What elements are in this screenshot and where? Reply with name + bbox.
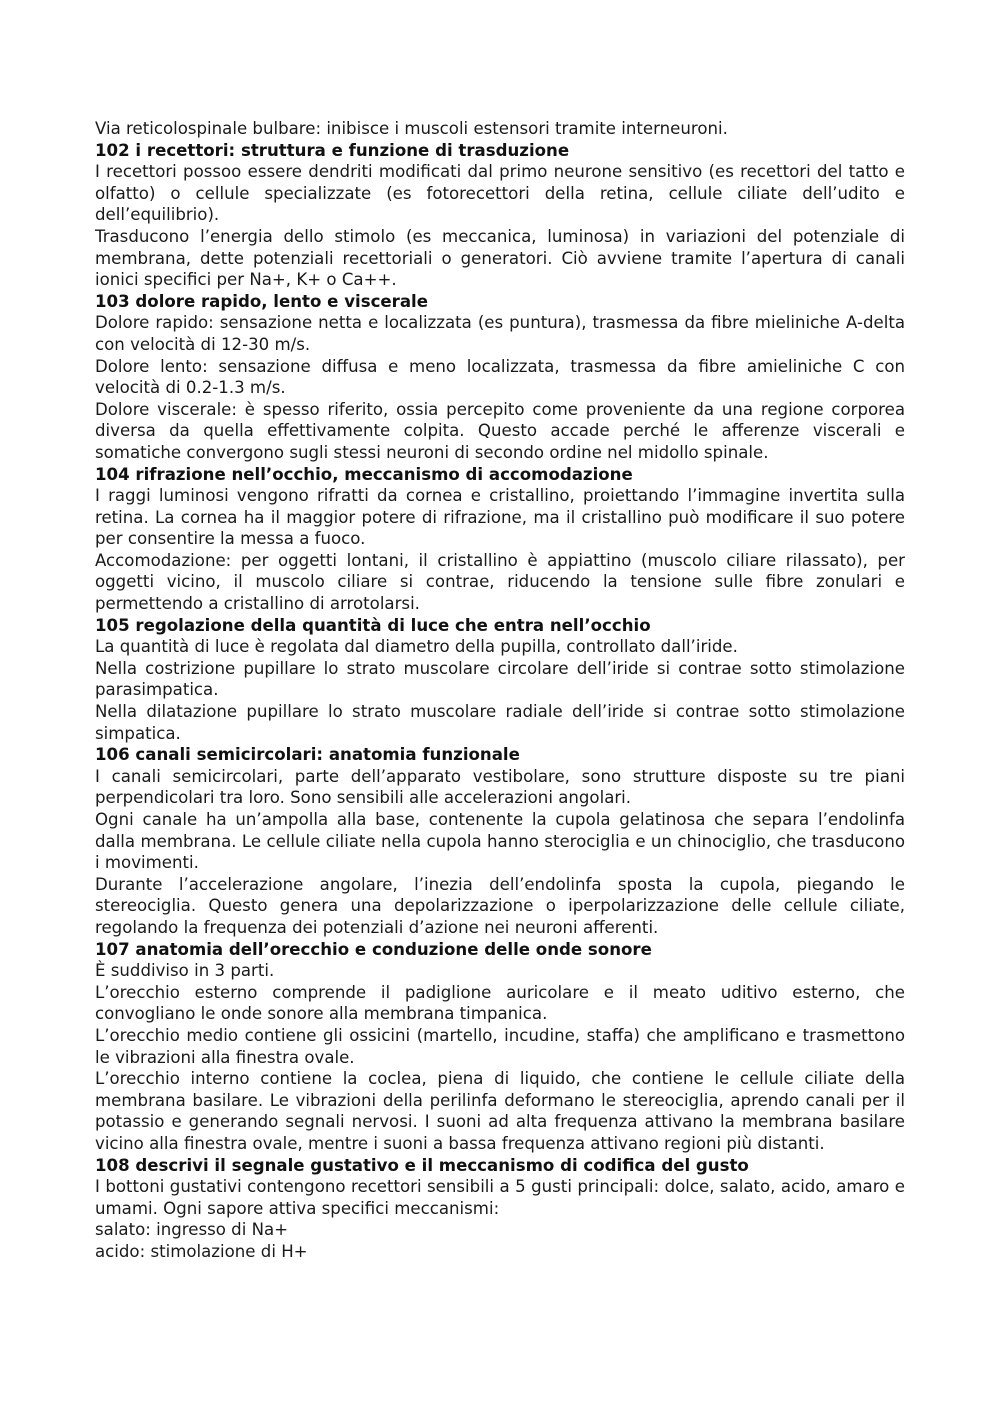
intro-paragraph: Via reticolospinale bulbare: inibisce i muscoli estensori tramite interneuroni. [95,119,728,138]
paragraph: L’orecchio medio contiene gli ossicini (martello, incudine, staffa) che amplificano e trasmettono le vibrazioni alla finestra ovale. [95,1025,905,1067]
section-heading-108: 108 descrivi il segnale gustativo e il meccanismo di codifica del gusto [95,1155,749,1175]
paragraph: L’orecchio interno contiene la coclea, piena di liquido, che contiene le cellule ciliate della membrana basilare. Le vibrazioni della perilinfa deformano le stereociglia, aprendo canali per il potassio e generando segnali nervosi. I suoni ad alta frequenza attivano la membrana basilare vicino alla finestra ovale, mentre i suoni a bassa frequenza attivano regioni più distanti. [95,1069,905,1153]
paragraph: I bottoni gustativi contengono recettori sensibili a 5 gusti principali: dolce, salato, acido, amaro e umami. Ogni sapore attiva specifici meccanismi: [95,1177,905,1218]
paragraph: I recettori possoo essere dendriti modificati dal primo neurone sensitivo (es recettori del tatto e olfatto) o cellule specializzate (es fotorecettori della retina, cellule ciliate dell’udito e dell’equilibrio). [95,162,905,225]
section-heading-107: 107 anatomia dell’orecchio e conduzione delle onde sonore [95,939,652,959]
paragraph: Dolore rapido: sensazione netta e localizzata (es puntura), trasmessa da fibre mieliniche A-delta con velocità di 12-30 m/s. [95,313,905,354]
paragraph: L’orecchio esterno comprende il padiglione auricolare e il meato uditivo esterno, che convogliano le onde sonore alla membrana timpanica. [95,982,905,1024]
section-heading-106: 106 canali semicircolari: anatomia funzionale [95,745,520,765]
paragraph: Ogni canale ha un’ampolla alla base, contenente la cupola gelatinosa che separa l’endolinfa dalla membrana. Le cellule ciliate nella cupola hanno sterociglia e un chinociglio, che trasducono i movimenti. [95,810,905,873]
paragraph: I raggi luminosi vengono rifratti da cornea e cristallino, proiettando l’immagine invertita sulla retina. La cornea ha il maggior potere di rifrazione, ma il cristallino può modificare il suo potere per consentire la messa a fuoco. [95,486,905,549]
section-heading-103: 103 dolore rapido, lento e viscerale [95,291,428,311]
paragraph: acido: stimolazione di H+ [95,1241,308,1261]
paragraph: Trasducono l’energia dello stimolo (es meccanica, luminosa) in variazioni del potenziale di membrana, dette potenziali recettoriali o generatori. Ciò avviene tramite l’apertura di canali ionici specifici per Na+, K+ o Ca++. [95,226,905,290]
section-heading-102: 102 i recettori: struttura e funzione di trasduzione [95,140,570,160]
paragraph: È suddiviso in 3 parti. [95,961,275,981]
paragraph: I canali semicircolari, parte dell’apparato vestibolare, sono strutture disposte su tre piani perpendicolari tra loro. Sono sensibili alle accelerazioni angolari. [95,766,905,808]
paragraph: Dolore viscerale: è spesso riferito, ossia percepito come proveniente da una regione corporea diversa da quella effettivamente colpita. Questo accade perché le afferenze viscerali e somatiche convergono sugli stessi neuroni di secondo ordine nel midollo spinale. [95,399,905,462]
paragraph: Nella dilatazione pupillare lo strato muscolare radiale dell’iride si contrae sotto stimolazione simpatica. [95,702,905,743]
section-heading-104: 104 rifrazione nell’occhio, meccanismo di accomodazione [95,464,633,484]
paragraph: Durante l’accelerazione angolare, l’inezia dell’endolinfa sposta la cupola, piegando le stereociglia. Questo genera una depolarizzazione o iperpolarizzazione delle cellule ciliate, regolando la frequenza dei potenziali d’azione nei neuroni afferenti. [95,874,905,937]
paragraph: Dolore lento: sensazione diffusa e meno localizzata, trasmessa da fibre amieliniche C con velocità di 0.2-1.3 m/s. [95,356,905,398]
document-page [95,118,905,1262]
paragraph: La quantità di luce è regolata dal diametro della pupilla, controllato dall’iride. [95,637,738,657]
paragraph: Nella costrizione pupillare lo strato muscolare circolare dell’iride si contrae sotto stimolazione parasimpatica. [95,658,905,700]
paragraph: salato: ingresso di Na+ [95,1220,289,1240]
paragraph: Accomodazione: per oggetti lontani, il cristallino è appiattino (muscolo ciliare rilassato), per oggetti vicino, il muscolo ciliare si contrae, riducendo la tensione sulle fibre zonulari e permettendo a cristallino di arrotolarsi. [95,550,905,614]
section-heading-105: 105 regolazione della quantità di luce che entra nell’occhio [95,615,651,635]
